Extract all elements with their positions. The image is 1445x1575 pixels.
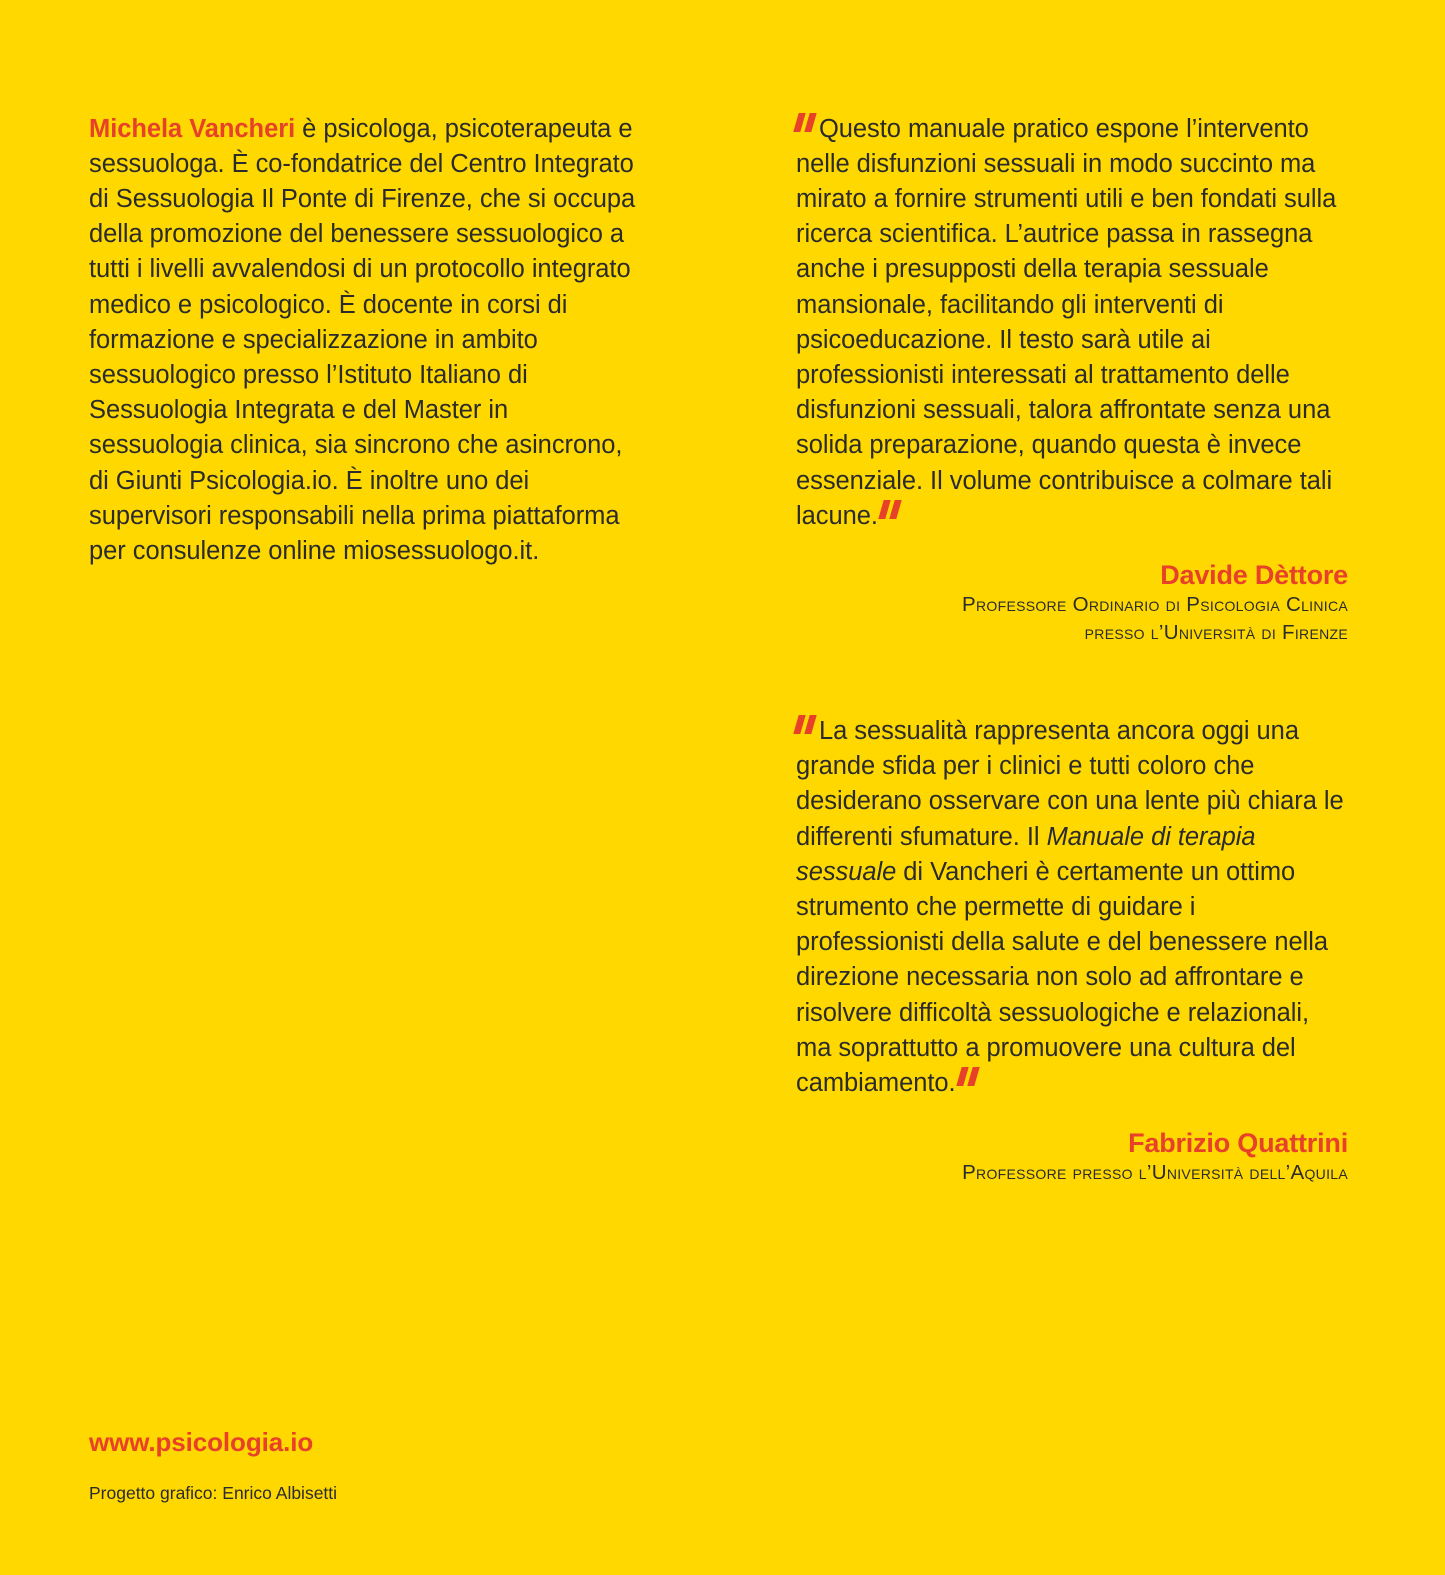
quote-body-part-1: La sessualità rappresenta ancora oggi una grande sfida per i clinici e tutti coloro che desiderano osservare con una lente più chiara le differenti sfumature. Il (796, 716, 1344, 851)
attribution-role-line-1: Professore Ordinario di Psicologia Clinica (962, 593, 1348, 617)
quote-block-quattrini (796, 714, 1348, 1186)
quote-block-dettore (796, 112, 1348, 647)
publisher-url[interactable]: www.psicologia.io (89, 1427, 314, 1457)
quote-text-dettore (796, 112, 1348, 534)
author-name: Michela Vancheri (89, 114, 296, 143)
quote-body-part-2: di Vancheri è certamente un ottimo strumento che permette di guidare i professionisti della salute e del benessere nella direzione necessaria non solo ad affrontare e risolvere difficoltà sessuologiche e relazionali, ma soprattutto a promuovere una cultura del cambiamento. (796, 857, 1328, 1097)
attribution-name: Davide Dèttore (1160, 560, 1348, 591)
book-title-italic: Manuale di terapia sessuale (796, 822, 1256, 886)
author-bio-text: è psicologa, psicoterapeuta e sessuologa. È co-fondatrice del Centro Integrato di Sessuologia Il Ponte di Firenze, che si occupa della promozione del benessere sessuologico a tutti i livelli avvalendosi di un protocollo integrato medico e psicologico. È docente in corsi di formazione e specializzazione in ambito sessuologico presso l’Istituto Italiano di Sessuologia Integrata e del Master in sessuologia clinica, sia sincrono che asincrono, di Giunti Psicologia.io. È inoltre uno dei supervisori responsabili nella prima piattaforma per consulenze online miosessuologo.it. (89, 114, 636, 565)
endorsement-quotes-column (796, 86, 1348, 1186)
quote-body: Questo manuale pratico espone l’intervento nelle disfunzioni sessuali in modo succinto ma mirato a fornire strumenti utili e ben fondati sulla ricerca scientifica. L’autrice passa in rassegna anche i presupposti della terapia sessuale mansionale, facilitando gli interventi di psicoeducazione. Il testo sarà utile ai professionisti interessati al trattamento delle disfunzioni sessuali, talora affrontate senza una solida preparazione, quando questa è invece essenziale. Il volume contribuisce a colmare tali lacune. (796, 114, 1337, 530)
quote-separator-spacer (796, 646, 1348, 688)
attribution-role-line-1: Professore presso l’Università dell’Aquila (962, 1160, 1348, 1184)
footer (89, 1426, 689, 1504)
attribution-quattrini (796, 1127, 1348, 1187)
attribution-role-line-2: presso l’Università di Firenze (1084, 620, 1348, 644)
author-bio-column (89, 86, 649, 595)
quote-text-quattrini (796, 714, 1348, 1101)
author-bio-paragraph (89, 112, 649, 570)
attribution-dettore (796, 559, 1348, 646)
attribution-name: Fabrizio Quattrini (1128, 1127, 1348, 1158)
design-credit: Progetto grafico: Enrico Albisetti (89, 1483, 338, 1503)
